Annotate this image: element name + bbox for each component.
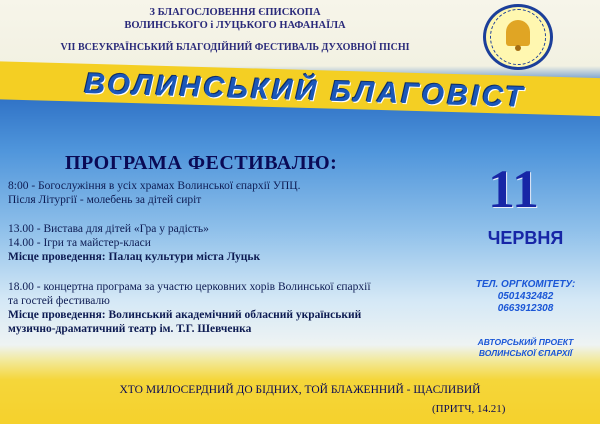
project-line-1: АВТОРСЬКИЙ ПРОЕКТ bbox=[477, 337, 574, 347]
phone-2: 0663912308 bbox=[497, 303, 554, 314]
blessing-header bbox=[0, 6, 470, 54]
program-line: 13.00 - Вистава для дітей «Гра у радість» bbox=[8, 223, 209, 235]
venue-line: Місце проведення: Палац культури міста Луцьк bbox=[8, 251, 261, 263]
header-line-1: З БЛАГОСЛОВЕННЯ ЄПИСКОПА bbox=[149, 7, 321, 18]
date-month: ЧЕРВНЯ bbox=[487, 228, 564, 248]
venue-line: музично-драматичний театр ім. Т.Г. Шевченка bbox=[8, 323, 252, 335]
festival-title-banner: ВОЛИНСЬКИЙ БЛАГОВІСТ bbox=[83, 68, 527, 114]
program-line: 8:00 - Богослужіння в усіх храмах Волинської єпархії УПЦ. bbox=[8, 180, 301, 192]
program-line: 18.00 - концертна програма за участю церковних хорів Волинської єпархії bbox=[8, 281, 371, 293]
bell-emblem-icon bbox=[483, 4, 553, 70]
header-line-2: ВОЛИНСЬКОГО і ЛУЦЬКОГО НАФАНАЇЛА bbox=[124, 20, 346, 31]
program-line: та гостей фестивалю bbox=[8, 295, 110, 307]
venue-line: Місце проведення: Волинський академічний обласний український bbox=[8, 309, 362, 321]
program-line: 14.00 - Ігри та майстер-класи bbox=[8, 237, 151, 249]
contacts-label: ТЕЛ. ОРГКОМІТЕТУ: bbox=[475, 279, 576, 290]
bell-icon bbox=[506, 20, 530, 46]
footer-quote: ХТО МИЛОСЕРДНИЙ ДО БІДНИХ, ТОЙ БЛАЖЕННИЙ - ЩАСЛИВИЙ bbox=[119, 384, 481, 396]
footer-reference: (ПРИТЧ, 14.21) bbox=[432, 403, 506, 415]
date-day: 11 bbox=[488, 159, 540, 219]
project-line-2: ВОЛИНСЬКОЇ ЄПАРХІЇ bbox=[478, 348, 573, 358]
festival-name: VII ВСЕУКРАЇНСЬКИЙ БЛАГОДІЙНИЙ ФЕСТИВАЛЬ ДУХОВНОЇ ПІСНІ bbox=[60, 42, 410, 53]
program-line: Після Літургії - молебень за дітей сиріт bbox=[8, 194, 202, 206]
phone-1: 0501432482 bbox=[497, 291, 554, 302]
program-title: ПРОГРАМА ФЕСТИВАЛЮ: bbox=[65, 152, 338, 174]
